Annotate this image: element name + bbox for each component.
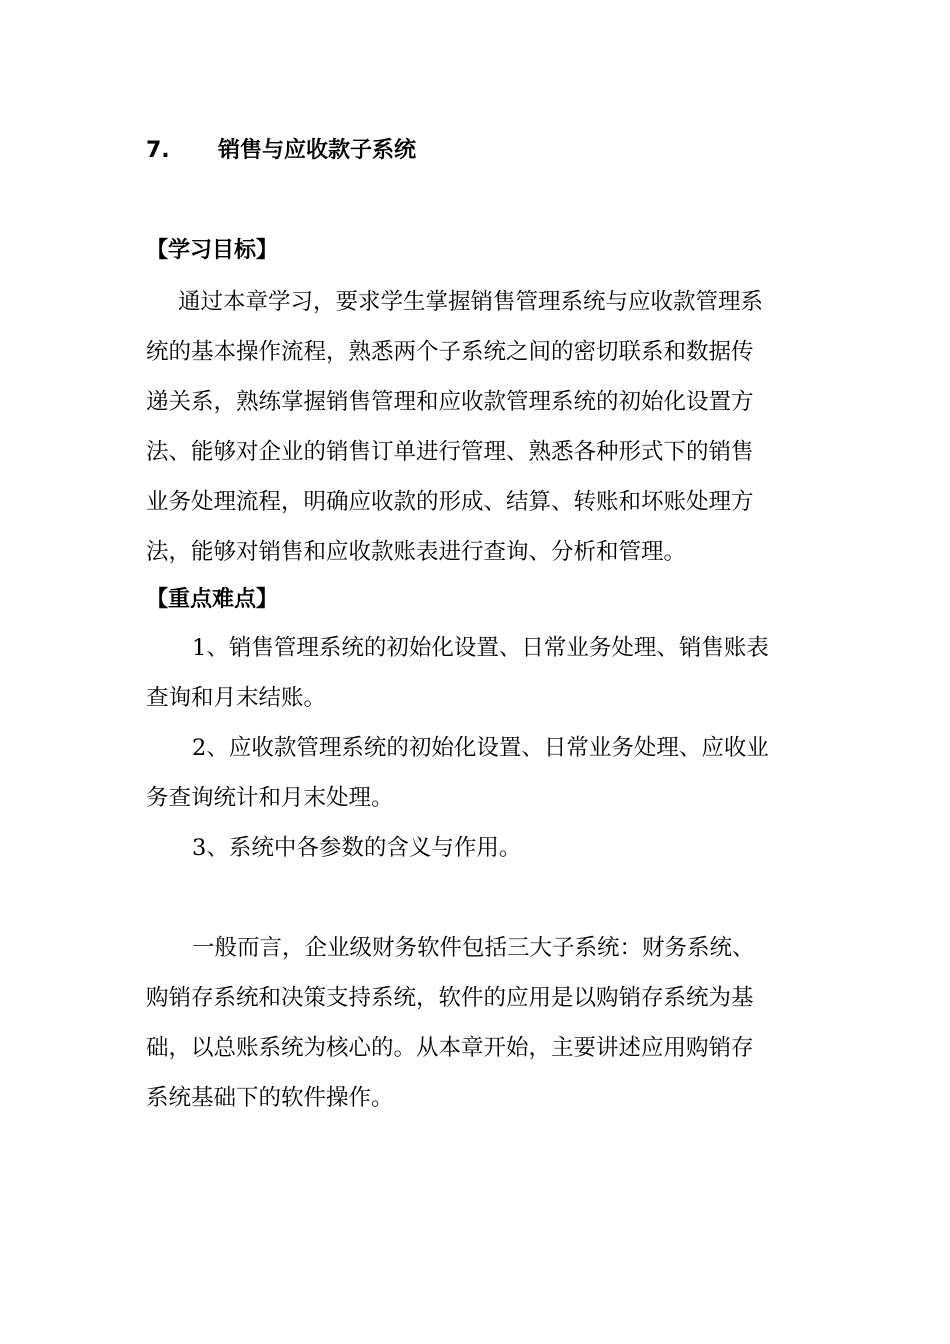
intro-paragraph bbox=[146, 923, 808, 1123]
paragraph-line: 统的基本操作流程，熟悉两个子系统之间的密切联系和数据传 bbox=[146, 339, 754, 365]
paragraph-line: 购销存系统和决策支持系统，软件的应用是以购销存系统为基 bbox=[146, 985, 754, 1011]
paragraph-line: 法，能够对销售和应收款账表进行查询、分析和管理。 bbox=[146, 539, 687, 565]
keypoint-item-2 bbox=[146, 723, 808, 823]
paragraph-line: 一般而言，企业级财务软件包括三大子系统：财务系统、 bbox=[192, 935, 755, 961]
chapter-number: 7. bbox=[146, 138, 170, 163]
keypoint-item-3 bbox=[146, 823, 808, 873]
chapter-title bbox=[146, 134, 416, 168]
paragraph-line: 查询和月末结账。 bbox=[146, 685, 327, 711]
objectives-paragraph bbox=[146, 277, 808, 577]
paragraph-line: 1、销售管理系统的初始化设置、日常业务处理、销售账表 bbox=[192, 635, 769, 661]
paragraph-line: 法、能够对企业的销售订单进行管理、熟悉各种形式下的销售 bbox=[146, 439, 754, 465]
objectives-heading: 【学习目标】 bbox=[146, 238, 279, 263]
paragraph-line: 业务处理流程，明确应收款的形成、结算、转账和坏账处理方 bbox=[146, 489, 754, 515]
paragraph-line: 础，以总账系统为核心的。从本章开始，主要讲述应用购销存 bbox=[146, 1035, 754, 1061]
paragraph-line: 务查询统计和月末处理。 bbox=[146, 785, 394, 811]
keypoint-item-1 bbox=[146, 623, 808, 723]
paragraph-line: 3、系统中各参数的含义与作用。 bbox=[192, 835, 522, 861]
paragraph-line: 2、应收款管理系统的初始化设置、日常业务处理、应收业 bbox=[192, 735, 769, 761]
chapter-title-text: 销售与应收款子系统 bbox=[218, 138, 417, 163]
paragraph-line: 系统基础下的软件操作。 bbox=[146, 1085, 394, 1111]
paragraph-line: 通过本章学习，要求学生掌握销售管理系统与应收款管理系 bbox=[178, 289, 764, 315]
keypoints-heading: 【重点难点】 bbox=[146, 587, 279, 612]
paragraph-line: 递关系，熟练掌握销售管理和应收款管理系统的初始化设置方 bbox=[146, 389, 754, 415]
